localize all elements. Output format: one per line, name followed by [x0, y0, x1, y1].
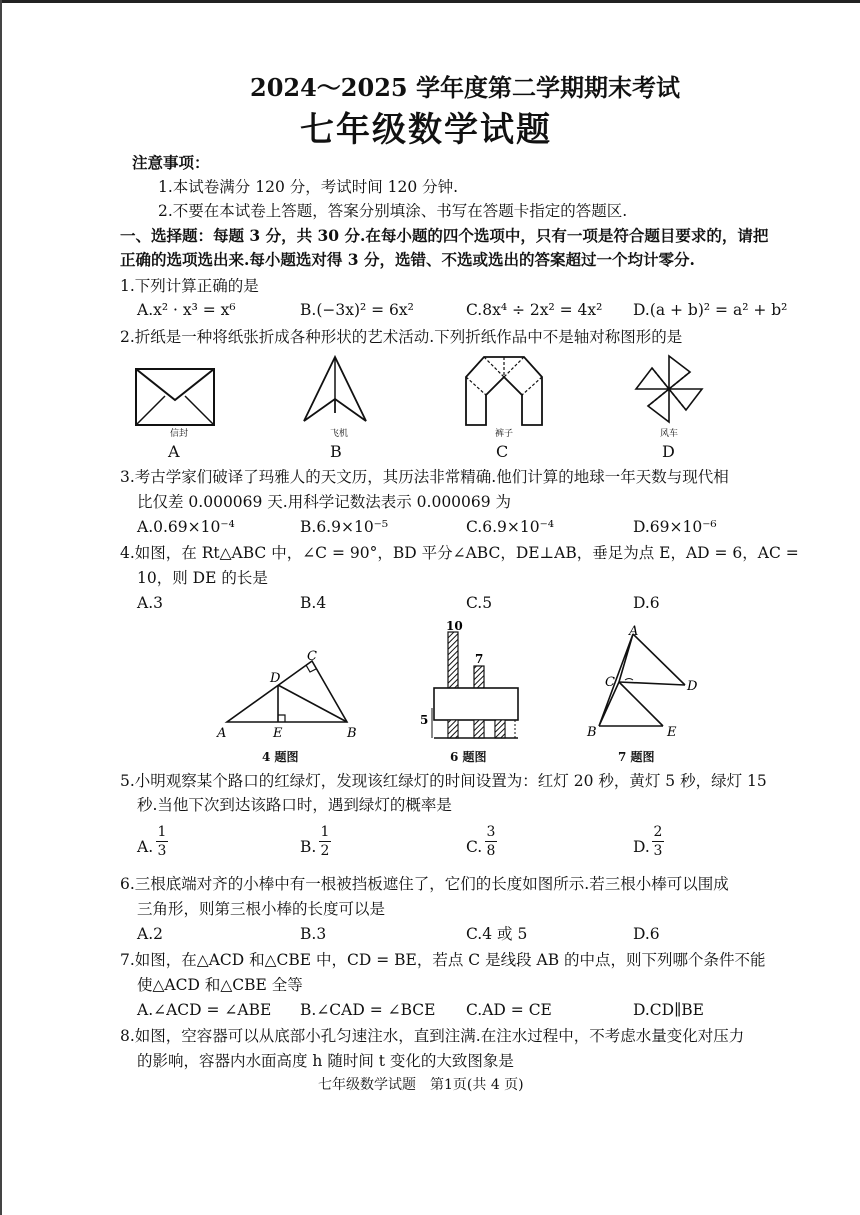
q3-option-c: C.6.9×10⁻⁴ — [466, 518, 554, 536]
q5-option-c-fraction — [485, 824, 497, 859]
note-item-1: 1.本试卷满分 120 分，考试时间 120 分钟. — [158, 178, 459, 196]
q5-option-a-letter: A. — [137, 838, 154, 856]
fig4-point-b: B — [347, 726, 357, 741]
q5-option-a-numerator: 1 — [157, 824, 167, 840]
q5-option-a-denominator: 3 — [157, 843, 167, 859]
q8-stem-line2: 的影响，容器内水面高度 h 随时间 t 变化的大致图象是 — [137, 1052, 514, 1070]
section1-instructions-line1: 一、选择题：每题 3 分，共 30 分.在每小题的四个选项中，只有一项是符合题目要求的，请把 — [120, 226, 769, 245]
q5-option-b-numerator: 1 — [320, 824, 330, 840]
figure-a-name: 信封 — [170, 429, 189, 439]
q1-option-d: D.(a + b)² = a² + b² — [633, 301, 788, 319]
fig7-point-d: D — [687, 679, 698, 694]
q8-stem-line1: 8.如图，空容器可以从底部小孔匀速注水，直到注满.在注水过程中，不考虑水量变化对压力 — [120, 1027, 745, 1045]
fig4-point-d: D — [270, 671, 281, 686]
q7-option-a: A.∠ACD = ∠ABE — [137, 1001, 272, 1019]
q1-option-b: B.(−3x)² = 6x² — [300, 301, 414, 319]
note-item-2: 2.不要在本试卷上答题，答案分别填涂、书写在答题卡指定的答题区. — [158, 202, 628, 220]
figure-d-letter: D — [662, 442, 675, 461]
figure-b-letter: B — [330, 442, 342, 461]
q5-option-c-numerator: 3 — [486, 824, 496, 840]
q6-option-b: B.3 — [300, 925, 327, 943]
q1-option-a: A.x² · x³ = x⁶ — [137, 301, 236, 319]
q5-option-d-numerator: 2 — [653, 824, 663, 840]
airplane-figure — [300, 355, 370, 425]
subject-title: 七年级数学试题 — [300, 110, 552, 150]
q5-option-d-denominator: 3 — [653, 843, 663, 859]
q3-option-a: A.0.69×10⁻⁴ — [137, 518, 235, 536]
section1-instructions-line2: 正确的选项选出来.每小题选对得 3 分，选错、不选或选出的答案超过一个均计零分. — [120, 250, 695, 269]
q7-option-b: B.∠CAD = ∠BCE — [300, 1001, 436, 1019]
stick-label-5: 5 — [420, 713, 429, 727]
q5-option-b-fraction — [319, 824, 331, 859]
figure-a-letter: A — [168, 442, 180, 461]
envelope-figure — [135, 368, 215, 428]
q7-option-c: C.AD = CE — [466, 1001, 552, 1019]
fig7-point-c: C — [605, 675, 615, 690]
figure-7-caption: 7 题图 — [618, 750, 655, 764]
fig7-point-a: A — [629, 624, 639, 639]
scan-edge-top — [0, 0, 860, 3]
pants-figure — [464, 355, 544, 427]
notes-heading: 注意事项： — [132, 153, 210, 172]
fig7-point-e: E — [667, 725, 677, 740]
figure-4-caption: 4 题图 — [262, 750, 299, 764]
cover-board — [434, 688, 518, 720]
q3-stem-line2: 比仅差 0.000069 天.用科学记数法表示 0.000069 为 — [137, 493, 512, 511]
stick-label-10: 10 — [446, 619, 463, 633]
fig4-point-a: A — [217, 726, 227, 741]
q2-stem: 2.折纸是一种将纸张折成各种形状的艺术活动.下列折纸作品中不是轴对称图形的是 — [120, 328, 683, 346]
figure-4-triangle — [215, 645, 365, 745]
figure-c-letter: C — [496, 442, 509, 461]
figure-b-name: 飞机 — [330, 429, 349, 439]
figure-6-sticks — [420, 620, 530, 745]
q3-option-b: B.6.9×10⁻⁵ — [300, 518, 389, 536]
q4-option-d: D.6 — [633, 594, 660, 612]
q7-stem-line2: 使△ACD 和△CBE 全等 — [137, 976, 303, 994]
q4-option-a: A.3 — [137, 594, 163, 612]
fig7-point-b: B — [587, 725, 597, 740]
fig4-point-e: E — [273, 726, 283, 741]
q3-stem-line1: 3.考古学家们破译了玛雅人的天文历，其历法非常精确.他们计算的地球一年天数与现代相 — [120, 468, 729, 486]
q6-stem-line1: 6.三根底端对齐的小棒中有一根被挡板遮住了，它们的长度如图所示.若三根小棒可以围成 — [120, 875, 729, 893]
q7-stem-line1: 7.如图，在△ACD 和△CBE 中，CD = BE，若点 C 是线段 AB 的中点，则下列哪个条件不能 — [120, 951, 766, 969]
q6-stem-line2: 三角形，则第三根小棒的长度可以是 — [137, 900, 386, 918]
q7-option-d: D.CD∥BE — [633, 1001, 704, 1019]
q5-option-b-letter: B. — [300, 838, 317, 856]
q1-stem: 1.下列计算正确的是 — [120, 277, 259, 295]
scan-edge-left — [0, 0, 2, 1215]
q5-option-a-fraction — [156, 824, 168, 859]
q5-stem-line1: 5.小明观察某个路口的红绿灯，发现该红绿灯的时间设置为：红灯 20 秒，黄灯 5 秒，绿灯 15 — [120, 772, 767, 790]
q5-option-c-letter: C. — [466, 838, 483, 856]
figure-c-name: 裤子 — [495, 429, 514, 439]
figure-d-name: 风车 — [660, 429, 679, 439]
q4-option-b: B.4 — [300, 594, 327, 612]
q4-stem-line2: 10，则 DE 的长是 — [137, 569, 268, 587]
figure-6-caption: 6 题图 — [450, 750, 487, 764]
q4-stem-line1: 4.如图，在 Rt△ABC 中，∠C = 90°，BD 平分∠ABC，DE⊥AB，垂足为点 E，AD = 6，AC = — [120, 544, 799, 562]
fig4-point-c: C — [307, 649, 317, 664]
figure-7-triangles — [585, 622, 715, 742]
q1-option-c: C.8x⁴ ÷ 2x² = 4x² — [466, 301, 603, 319]
pinwheel-figure — [632, 352, 706, 426]
q5-stem-line2: 秒.当他下次到达该路口时，遇到绿灯的概率是 — [137, 796, 452, 814]
q6-option-d: D.6 — [633, 925, 660, 943]
q4-option-c: C.5 — [466, 594, 493, 612]
q5-option-d-letter: D. — [633, 838, 650, 856]
stick-label-7: 7 — [475, 652, 484, 666]
page-footer: 七年级数学试题 第1页(共 4 页) — [318, 1077, 524, 1093]
q5-option-d-fraction — [652, 824, 664, 859]
q3-option-d: D.69×10⁻⁶ — [633, 518, 717, 536]
q6-option-c: C.4 或 5 — [466, 925, 528, 943]
q5-option-b-denominator: 2 — [320, 843, 330, 859]
q5-option-c-denominator: 8 — [486, 843, 496, 859]
exam-title: 2024～2025 学年度第二学期期末考试 — [250, 73, 680, 102]
q6-option-a: A.2 — [137, 925, 163, 943]
